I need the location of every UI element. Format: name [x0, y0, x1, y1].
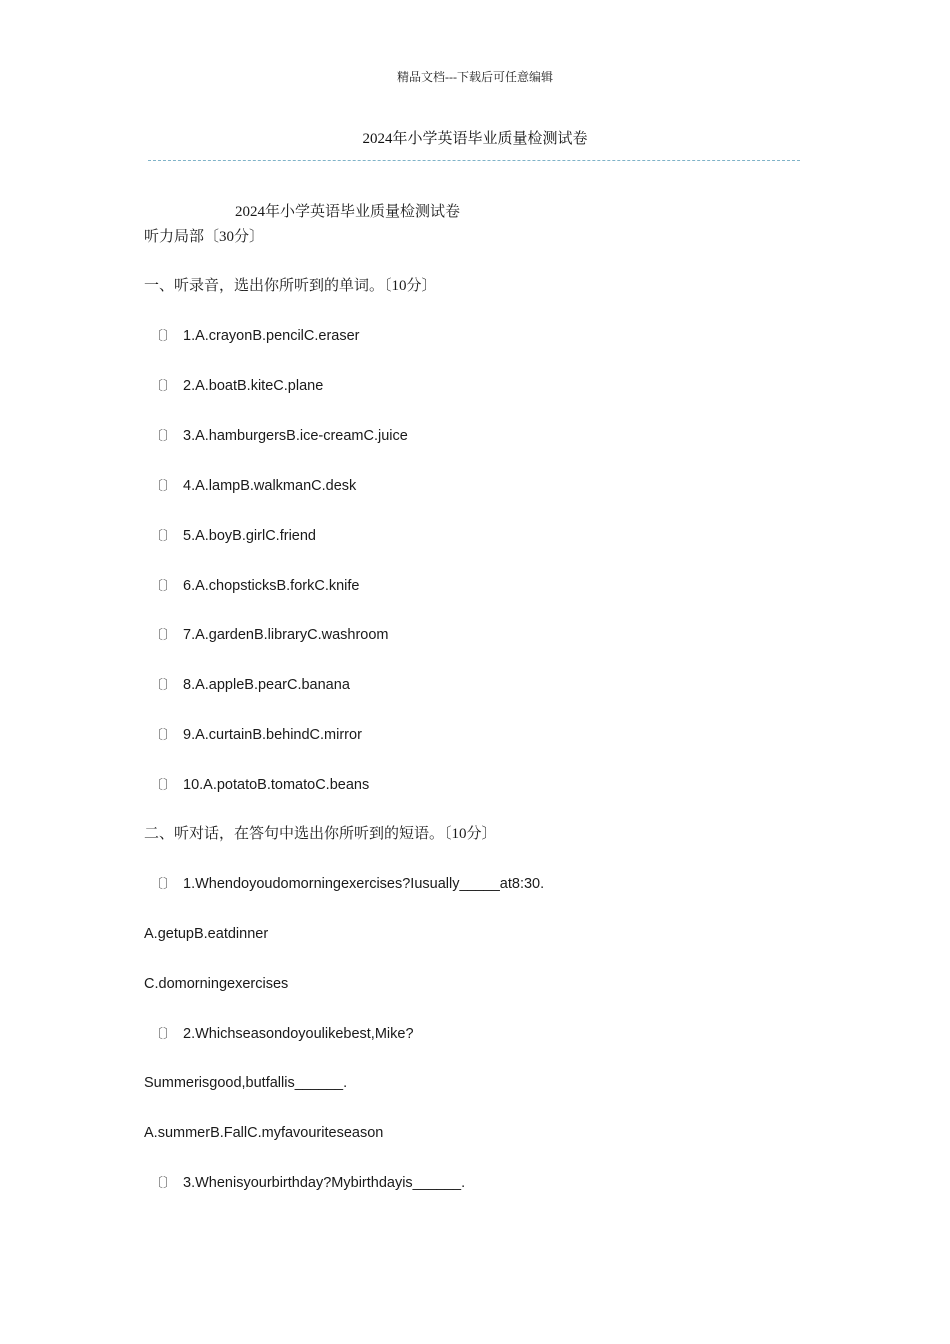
answer-blank: 〔〕	[150, 478, 177, 493]
question-text: 2.A.boatB.kiteC.plane	[183, 378, 324, 394]
question-text: 7.A.gardenB.libraryC.washroom	[183, 627, 389, 643]
part2-question-3	[150, 1173, 465, 1193]
answer-blank: 〔〕	[150, 627, 177, 642]
answer-blank: 〔〕	[150, 777, 177, 792]
part1-heading: 一、听录音，选出你所听到的单词。〔10分〕	[144, 278, 437, 294]
part1-question-7	[150, 625, 389, 645]
question-text: 4.A.lampB.walkmanC.desk	[183, 478, 357, 494]
part1-question-8	[150, 675, 350, 695]
part1-question-3	[150, 426, 408, 446]
question-text: 1.A.crayonB.pencilC.eraser	[183, 328, 360, 344]
question-text: 10.A.potatoB.tomatoC.beans	[183, 777, 370, 793]
part2-q1-option-c: C.domorningexercises	[144, 976, 289, 992]
part1-question-5	[150, 526, 316, 546]
answer-blank: 〔〕	[150, 578, 177, 593]
part1-question-4	[150, 476, 356, 496]
question-text: 9.A.curtainB.behindC.mirror	[183, 727, 362, 743]
part2-question-2	[150, 1024, 414, 1044]
question-text: 5.A.boyB.girlC.friend	[183, 528, 316, 544]
question-text: 3.Whenisyourbirthday?Mybirthdayis______.	[183, 1175, 466, 1191]
question-text: 6.A.chopsticksB.forkC.knife	[183, 578, 360, 594]
part2-q1-options-ab: A.getupB.eatdinner	[144, 926, 269, 942]
part1-question-6	[150, 576, 360, 596]
inner-title: 2024年小学英语毕业质量检测试卷	[235, 204, 461, 220]
question-text: 3.A.hamburgersB.ice-creamC.juice	[183, 428, 408, 444]
answer-blank: 〔〕	[150, 428, 177, 443]
answer-blank: 〔〕	[150, 677, 177, 692]
part2-q2-options: A.summerB.FallC.myfavouriteseason	[144, 1125, 384, 1141]
page-header-note: 精品文档---下载后可任意编辑	[397, 70, 553, 84]
answer-blank: 〔〕	[150, 378, 177, 393]
part1-question-9	[150, 725, 362, 745]
question-text: 1.Whendoyoudomorningexercises?Iusually_____at8:30.	[183, 876, 545, 892]
part1-question-10	[150, 775, 369, 795]
part1-question-2	[150, 376, 323, 396]
answer-blank: 〔〕	[150, 328, 177, 343]
part1-question-1	[150, 326, 360, 346]
question-text: 8.A.appleB.pearC.banana	[183, 677, 350, 693]
section-label: 听力局部〔30分〕	[144, 229, 265, 245]
answer-blank: 〔〕	[150, 876, 177, 891]
part2-question-1	[150, 874, 544, 894]
answer-blank: 〔〕	[150, 528, 177, 543]
question-text: 2.Whichseasondoyoulikebest,Mike?	[183, 1026, 414, 1042]
answer-blank: 〔〕	[150, 1026, 177, 1041]
answer-blank: 〔〕	[150, 1175, 177, 1190]
part2-q2-answer: Summerisgood,butfallis______.	[144, 1075, 348, 1091]
document-title: 2024年小学英语毕业质量检测试卷	[362, 131, 588, 147]
answer-blank: 〔〕	[150, 727, 177, 742]
part2-heading: 二、听对话，在答句中选出你所听到的短语。〔10分〕	[144, 826, 497, 842]
dashed-divider	[148, 160, 800, 161]
